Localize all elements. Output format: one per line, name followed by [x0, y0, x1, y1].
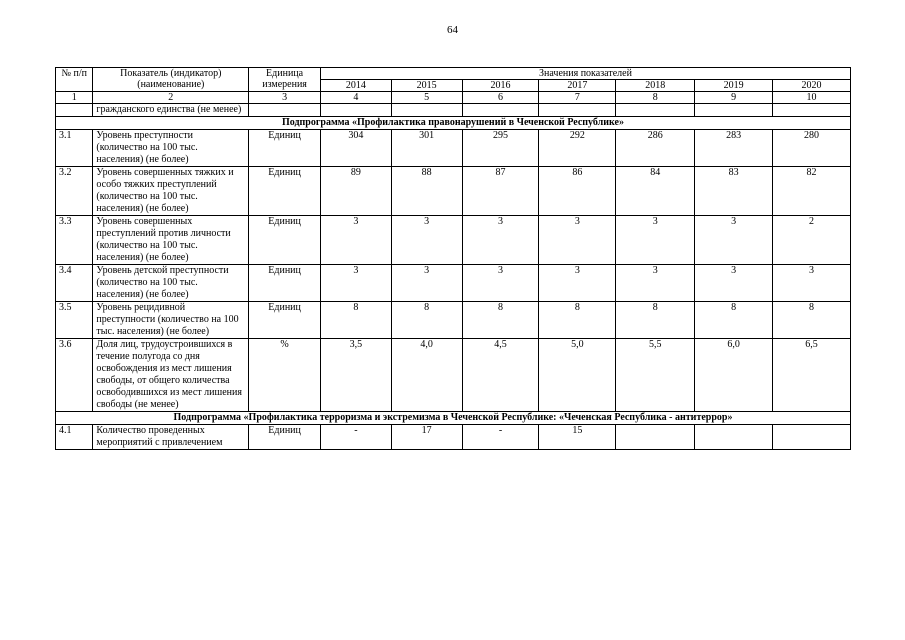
value-cell: 3 — [320, 265, 391, 302]
indicator-name: Количество проведенных мероприятий с привлечением — [93, 425, 249, 450]
column-number: 4 — [320, 92, 391, 104]
value-cell: 295 — [462, 130, 539, 167]
header-year: 2020 — [773, 80, 851, 92]
value-cell: 3 — [616, 265, 695, 302]
unit-cell: Единиц — [249, 425, 321, 450]
subprogram-title: Подпрограмма «Профилактика терроризма и экстремизма в Чеченской Республике: «Чеченская Республика - антитеррор» — [56, 412, 851, 425]
value-cell: 6,0 — [695, 339, 773, 412]
unit-cell: Единиц — [249, 265, 321, 302]
value-cell: 84 — [616, 167, 695, 216]
value-cell: 3 — [320, 216, 391, 265]
column-number: 8 — [616, 92, 695, 104]
indicator-name: Уровень рецидивной преступности (количество на 100 тыс. населения) (не более) — [93, 302, 249, 339]
header-year: 2014 — [320, 80, 391, 92]
value-cell: 304 — [320, 130, 391, 167]
value-cell: 6,5 — [773, 339, 851, 412]
value-cell: 3 — [695, 265, 773, 302]
subprogram-row — [56, 117, 851, 130]
value-cell: 3 — [773, 265, 851, 302]
continued-row — [56, 104, 851, 117]
value-cell: 83 — [695, 167, 773, 216]
row-number: 3.1 — [56, 130, 93, 167]
subprogram-title: Подпрограмма «Профилактика правонарушений в Чеченской Республике» — [56, 117, 851, 130]
value-cell: 8 — [695, 302, 773, 339]
row-number: 3.5 — [56, 302, 93, 339]
value-cell: 3 — [391, 265, 462, 302]
unit-cell: Единиц — [249, 302, 321, 339]
header-year: 2016 — [462, 80, 539, 92]
header-unit: Единица измерения — [249, 68, 321, 92]
column-number: 7 — [539, 92, 616, 104]
table-row — [56, 302, 851, 339]
value-cell: 8 — [539, 302, 616, 339]
value-cell: 2 — [773, 216, 851, 265]
value-cell: 3 — [539, 216, 616, 265]
page-number: 64 — [447, 24, 458, 36]
value-cell: 87 — [462, 167, 539, 216]
value-cell: 4,0 — [391, 339, 462, 412]
unit-cell: % — [249, 339, 321, 412]
indicator-name: Уровень совершенных преступлений против личности (количество на 100 тыс. населения) (не более) — [93, 216, 249, 265]
unit-cell: Единиц — [249, 167, 321, 216]
value-cell: 89 — [320, 167, 391, 216]
value-cell: - — [462, 425, 539, 450]
row-number: 3.3 — [56, 216, 93, 265]
value-cell: 8 — [391, 302, 462, 339]
header-year: 2018 — [616, 80, 695, 92]
header-year: 2015 — [391, 80, 462, 92]
indicator-name: гражданского единства (не менее) — [93, 104, 249, 117]
indicator-name: Уровень детской преступности (количество на 100 тыс. населения) (не более) — [93, 265, 249, 302]
value-cell: 283 — [695, 130, 773, 167]
column-number: 6 — [462, 92, 539, 104]
value-cell: 3 — [539, 265, 616, 302]
subprogram-row — [56, 412, 851, 425]
indicator-name: Уровень преступности (количество на 100 тыс. населения) (не более) — [93, 130, 249, 167]
row-number: 3.2 — [56, 167, 93, 216]
value-cell: 86 — [539, 167, 616, 216]
column-number: 2 — [93, 92, 249, 104]
column-number: 9 — [695, 92, 773, 104]
value-cell — [773, 425, 851, 450]
value-cell: 8 — [462, 302, 539, 339]
value-cell — [695, 425, 773, 450]
value-cell: 280 — [773, 130, 851, 167]
table-row — [56, 167, 851, 216]
unit-cell: Единиц — [249, 216, 321, 265]
value-cell: 17 — [391, 425, 462, 450]
table-row — [56, 130, 851, 167]
header-indicator: Показатель (индикатор) (наименование) — [93, 68, 249, 92]
value-cell: 292 — [539, 130, 616, 167]
indicator-name: Уровень совершенных тяжких и особо тяжких преступлений (количество на 100 тыс. населения) (не более) — [93, 167, 249, 216]
column-number: 3 — [249, 92, 321, 104]
column-numbers-row — [56, 92, 851, 104]
value-cell: 286 — [616, 130, 695, 167]
header-row — [56, 68, 851, 80]
value-cell: 3 — [462, 265, 539, 302]
value-cell: 5,0 — [539, 339, 616, 412]
value-cell: 82 — [773, 167, 851, 216]
row-number: 3.6 — [56, 339, 93, 412]
table-row — [56, 265, 851, 302]
header-values-group: Значения показателей — [320, 68, 850, 80]
value-cell: 3 — [462, 216, 539, 265]
header-year: 2017 — [539, 80, 616, 92]
value-cell: 3,5 — [320, 339, 391, 412]
indicators-table — [55, 67, 851, 450]
unit-cell: Единиц — [249, 130, 321, 167]
value-cell: 88 — [391, 167, 462, 216]
row-number: 3.4 — [56, 265, 93, 302]
value-cell: 8 — [320, 302, 391, 339]
table-row — [56, 425, 851, 450]
value-cell: 4,5 — [462, 339, 539, 412]
value-cell: 3 — [391, 216, 462, 265]
value-cell: 3 — [695, 216, 773, 265]
value-cell — [616, 425, 695, 450]
column-number: 5 — [391, 92, 462, 104]
table-row — [56, 216, 851, 265]
table-row — [56, 339, 851, 412]
column-number: 1 — [56, 92, 93, 104]
value-cell: 15 — [539, 425, 616, 450]
header-year: 2019 — [695, 80, 773, 92]
value-cell: 5,5 — [616, 339, 695, 412]
value-cell: 8 — [616, 302, 695, 339]
column-number: 10 — [773, 92, 851, 104]
indicator-name: Доля лиц, трудоустроившихся в течение полугода со дня освобождения из мест лишения свободы, от общего количества освободившихся из мест лишения свободы (не менее) — [93, 339, 249, 412]
value-cell: 8 — [773, 302, 851, 339]
header-num: № п/п — [56, 68, 93, 92]
value-cell: - — [320, 425, 391, 450]
value-cell: 301 — [391, 130, 462, 167]
value-cell: 3 — [616, 216, 695, 265]
row-number: 4.1 — [56, 425, 93, 450]
